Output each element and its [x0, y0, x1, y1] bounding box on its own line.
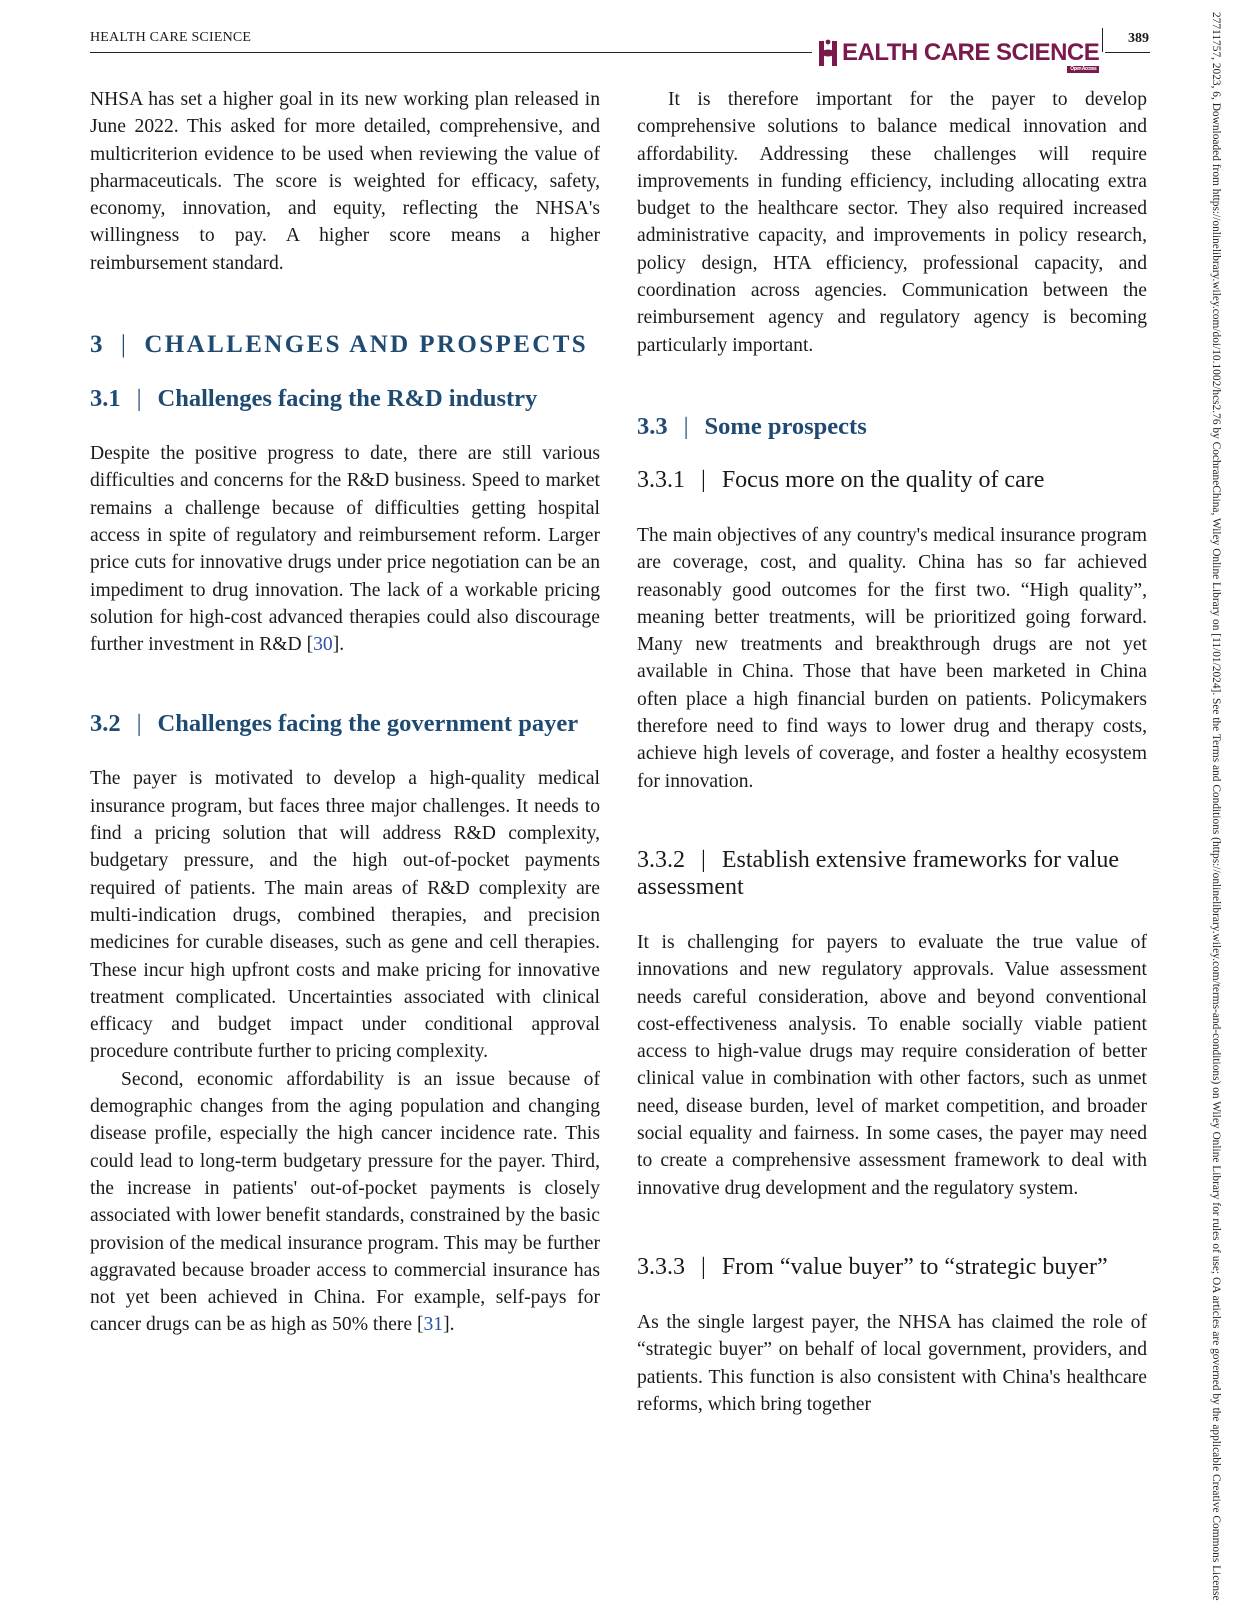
journal-logo — [812, 36, 1105, 70]
section-heading-3-3-1: 3.3.1 | Focus more on the quality of care — [637, 466, 1045, 493]
citation-link[interactable]: 31 — [423, 1314, 444, 1336]
left-column — [90, 86, 600, 1339]
paragraph: As the single largest payer, the NHSA has claimed the role of “strategic buyer” on behalf of local government, providers, and patients. This function is also consistent with China's healthcare reforms, which bring together — [637, 1311, 1147, 1415]
paragraph: NHSA has set a higher goal in its new working plan released in June 2022. This asked for more detailed, comprehensive, and multicriterion evidence to be used when reviewing the value of pharmaceuticals. The score is weighted for efficacy, safety, economy, innovation, and equity, reflecting the NHSA's willingness to pay. A higher score means a higher reimbursement standard. — [90, 89, 600, 274]
paragraph: The main objectives of any country's medical insurance program are coverage, cost, and quality. China has so far achieved reasonably good outcomes for the first two. “High quality”, meaning better treatments, will be prioritized going forward. Many new treatments and breakthrough drugs are not yet available in China. Those that have been marketed in China often place a high financial burden on patients. Policymakers therefore need to find ways to lower drug and therapy costs, achieve high levels of coverage, and foster a healthy ecosystem for innovation. — [637, 524, 1147, 792]
section-heading-3-2: 3.2 | Challenges facing the government payer — [90, 710, 579, 738]
running-head: HEALTH CARE SCIENCE — [90, 30, 252, 45]
section-heading-3-3-3: 3.3.3 | From “value buyer” to “strategic buyer” — [637, 1253, 1108, 1280]
open-access-badge: Open Access — [1067, 66, 1099, 73]
page-number-separator — [1102, 28, 1103, 52]
section-heading-3-3-2: 3.3.2 | Establish extensive frameworks for value assessment — [637, 846, 1120, 900]
paragraph: Despite the positive progress to date, there are still various difficulties and concerns for the R&D business. Speed to market remains a challenge because of difficulties getting hospital access in spite of regulatory and reimbursement reform. Larger price cuts for innovative drugs under price negotiation can be an impediment to drug innovation. The lack of a workable pricing solution for high-cost advanced therapies could also discourage further investment in R&D [30]. — [90, 443, 600, 656]
paragraph: Second, economic affordability is an issue because of demographic changes from the aging population and changing disease profile, especially the high cancer incidence rate. This could lead to long-term budgetary pressure for the payer. Third, the increase in patients' out-of-pocket payments is closely associated with lower benefit standards, constrained by the basic provision of the medical insurance program. This may be further aggravated because broader access to commercial insurance has not yet been achieved in China. For example, self-pays for cancer drugs can be as high as 50% there [31]. — [90, 1068, 600, 1336]
section-heading-3-3: 3.3 | Some prospects — [637, 412, 867, 440]
paragraph: It is therefore important for the payer to develop comprehensive solutions to balance medical innovation and affordability. Addressing these challenges will require improvements in funding efficiency, including allocating extra budget to the healthcare sector. They also required increased administrative capacity, and improvements in policy research, policy design, HTA efficiency, professional capacity, and coordination across agencies. Communication between the reimbursement agency and regulatory agency is becoming particularly important. — [637, 89, 1147, 356]
paragraph: The payer is motivated to develop a high-quality medical insurance program, but faces three major challenges. It needs to find a pricing solution that will address R&D complexity, budgetary pressure, and the high out-of-pocket payments required of patients. The main areas of R&D complexity are multi-indication drugs, combined therapies, and precision medicines for curable diseases, such as gene and cell therapies. These incur high upfront costs and make pricing for innovative treatment complicated. Uncertainties associated with clinical efficacy and budget impact under conditional approval procedure contribute further to pricing complexity. — [90, 768, 600, 1063]
page-number: 389 — [1128, 31, 1149, 46]
section-heading-3-1: 3.1 | Challenges facing the R&D industry — [90, 385, 538, 413]
journal-logo-text: EALTH CARE SCIENCE Open Access — [842, 39, 1100, 72]
download-note: 27711757, 2023, 6, Downloaded from https://onlinelibrary.wiley.com/doi/10.1002/hcs2.76 by CochraneChina, Wiley Online Library on [11/01/2024]. See the Terms and Conditions (https://onlinelibrary.wiley.com/terms-and-conditions) on Wiley Online Library for rules of use; OA articles are governed by the applicable Creative Commons License — [1210, 12, 1222, 1601]
paragraph: It is challenging for payers to evaluate the true value of innovations and new regulatory approvals. Value assessment needs careful consideration, above and beyond conventional cost-effectiveness analysis. To enable socially viable patient access to high-value drugs may require consideration of better clinical value in combination with other factors, such as unmet need, disease burden, level of market competition, and broader social equality and fairness. In some cases, the payer may need to create a comprehensive assessment framework to deal with innovative drug development and the regulatory system. — [637, 931, 1147, 1199]
right-column — [637, 86, 1147, 1418]
citation-link[interactable]: 30 — [313, 634, 333, 656]
section-heading-3: 3 | CHALLENGES AND PROSPECTS — [90, 331, 589, 359]
journal-logo-mark-icon — [816, 38, 842, 68]
